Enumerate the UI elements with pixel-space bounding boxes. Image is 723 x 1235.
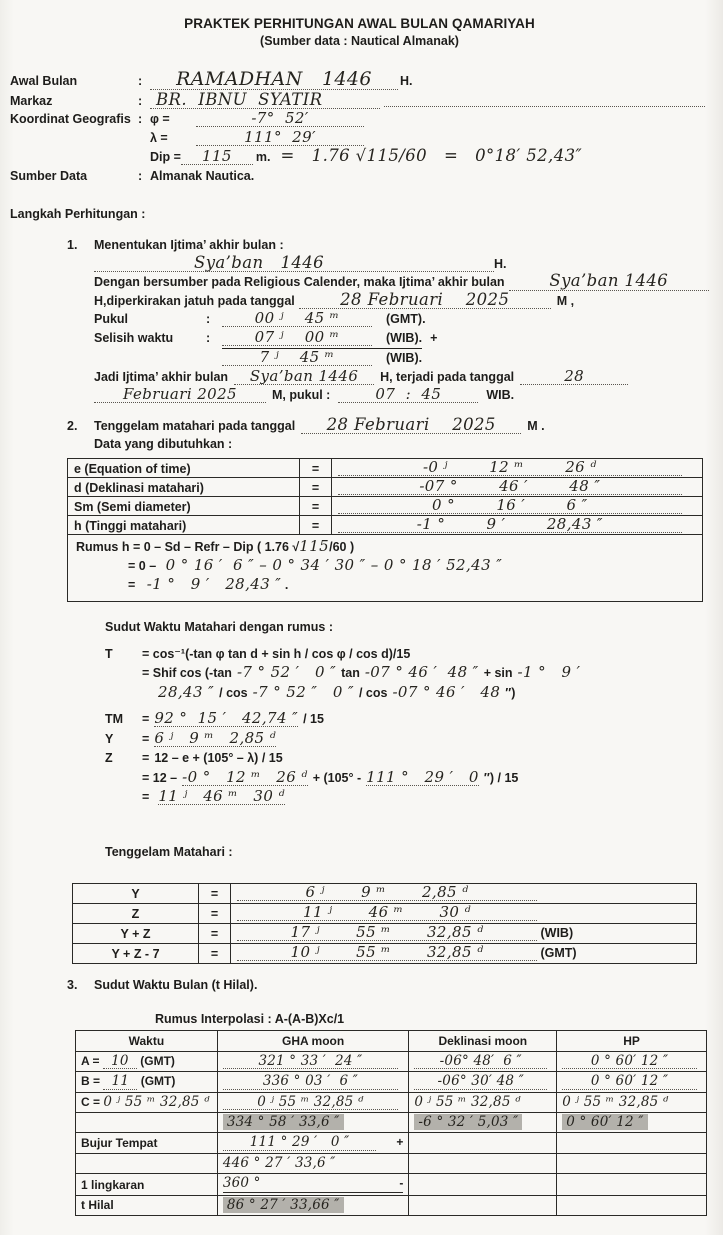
rumus-line2-value: 0 ° 16 ′ 6 ″ – 0 ° 34 ′ 30 ″ – 0 ° 18 ′ 52,43 ″ xyxy=(165,555,503,574)
colon: : xyxy=(138,112,143,126)
table-row xyxy=(68,515,703,534)
minus-sign: - xyxy=(399,1175,404,1190)
bulan-value: Sya’ban 1446 xyxy=(94,255,494,273)
row-t-hilal xyxy=(76,1195,707,1215)
gha-value: 336 ° 03 ′ 6 ″ xyxy=(223,1075,398,1090)
cell-value xyxy=(231,903,697,923)
col-header-waktu: Waktu xyxy=(76,1030,218,1051)
cell-eq: = xyxy=(300,477,332,496)
colon: : xyxy=(138,93,143,108)
step1-number: 1. xyxy=(67,238,78,252)
cell-eq: = xyxy=(300,496,332,515)
dip-calculation: = 1.76 √115/60 = 0°18′ 52,43″ xyxy=(280,146,583,165)
jadi-value4: 07 : 45 xyxy=(338,387,478,403)
cell-gha xyxy=(217,1153,409,1173)
step2-date-value: 28 Februari 2025 xyxy=(301,417,521,435)
cell-hp xyxy=(557,1051,707,1072)
col-header-gha: GHA moon xyxy=(217,1030,409,1051)
hp-value: 0 ° 60′ 12 ″ xyxy=(562,1075,697,1090)
jumlah-value: 7 ʲ 45 ᵐ xyxy=(222,350,372,366)
table-row xyxy=(73,943,697,963)
formula-line-2 xyxy=(128,557,694,576)
selisih-label: Selisih waktu xyxy=(94,330,174,345)
dip-unit: m. xyxy=(255,150,271,164)
step3-title: Sudut Waktu Bulan (t Hilal). xyxy=(94,977,258,992)
step1-line3 xyxy=(94,289,709,311)
handwritten-value: -0 ʲ 12 ᵐ 26 ᵈ xyxy=(338,460,682,476)
z2-print: = 12 – xyxy=(142,770,178,785)
cell-deklinasi xyxy=(409,1072,557,1093)
tm-line xyxy=(105,711,709,729)
data-needed-label: Data yang dibutuhkan : xyxy=(94,437,233,451)
table-row xyxy=(73,923,697,943)
step3-number: 3. xyxy=(67,977,78,992)
cell-value xyxy=(231,943,697,963)
handwritten-value: 0 ° 16 ′ 6 ″ xyxy=(338,498,682,514)
cell-eq: = xyxy=(199,903,231,923)
page-title: PRAKTEK PERHITUNGAN AWAL BULAN QAMARIYAH xyxy=(184,16,535,31)
line3-value: 28 Februari 2025 xyxy=(299,292,551,310)
jadi-value1: Sya’ban 1446 xyxy=(234,369,374,385)
field-koordinat xyxy=(10,111,709,129)
t-formula-line1 xyxy=(105,646,709,664)
gha-value: 321 ° 33 ′ 24 ″ xyxy=(223,1055,398,1070)
z-formula: 12 – e + (105° – λ) / 15 xyxy=(154,751,283,765)
handwritten-value: -07 ° 46 ′ 48 ″ xyxy=(338,479,682,495)
row-c xyxy=(76,1092,707,1113)
step1-selisih xyxy=(94,329,709,350)
t-formula-line3 xyxy=(105,682,709,703)
cell-hp xyxy=(557,1072,707,1093)
step-1 xyxy=(67,236,709,405)
interpolation-formula-title: Rumus Interpolasi : A-(A-B)Xc/1 xyxy=(155,1011,345,1026)
sunset-table xyxy=(72,883,697,964)
rumus-line3-print: = xyxy=(128,577,136,592)
lambda-value: 111° 29′ xyxy=(196,130,364,146)
t2-value1: -7 ° 52 ′ 0 ″ xyxy=(236,663,337,681)
deklinasi-value: -06° 48′ 6 ″ xyxy=(414,1055,547,1070)
cell-label: Bujur Tempat xyxy=(76,1133,218,1154)
cell-label: h (Tinggi matahari) xyxy=(68,515,300,534)
deklinasi-value: -06° 30′ 48 ″ xyxy=(414,1075,547,1090)
z2-print2: + (105° - xyxy=(312,770,362,785)
phi-symbol: φ = xyxy=(150,112,170,126)
empty-cell xyxy=(409,1195,557,1215)
lingkaran-value: 360 ° xyxy=(222,1174,261,1191)
handwritten-value: 10 ʲ 55 ᵐ 32,85 ᵈ xyxy=(237,945,537,961)
rumus-print2: /60 ) xyxy=(329,539,355,554)
sun-hour-angle-section xyxy=(105,620,709,807)
moon-interpolation-table xyxy=(75,1030,707,1216)
row-bujur-tempat xyxy=(76,1133,707,1154)
row-b-suffix: (GMT) xyxy=(140,1074,176,1088)
sumber-value: Almanak Nautica. xyxy=(150,168,255,183)
empty-cell xyxy=(409,1133,557,1154)
step1-title: Menentukan Ijtima’ akhir bulan : xyxy=(94,238,284,252)
field-dip xyxy=(10,148,709,167)
rumus-dip-value: 115 xyxy=(299,536,330,555)
identity-section xyxy=(10,70,709,185)
t2-print3: + sin xyxy=(483,666,513,680)
z2-value1: -0 ° 12 ᵐ 26 ᵈ xyxy=(182,767,308,786)
row-b-value: 11 xyxy=(103,1075,137,1090)
subtraction-underline xyxy=(223,1175,404,1193)
pukul-label: Pukul xyxy=(94,312,129,326)
y-eq: = xyxy=(142,731,150,746)
row-lingkaran xyxy=(76,1173,707,1195)
empty-cell xyxy=(557,1173,707,1195)
colon: : xyxy=(138,74,143,88)
cell-label: Y + Z - 7 xyxy=(73,943,199,963)
z3-print: = xyxy=(142,790,150,804)
step1-line2 xyxy=(94,273,709,292)
gha-value: 0 ʲ 55 ᵐ 32,85 ᵈ xyxy=(223,1096,398,1111)
cell-eq: = xyxy=(199,923,231,943)
row-a-pre: A = xyxy=(81,1053,100,1068)
handwritten-value: -1 ° 9 ′ 28,43 ″ xyxy=(338,517,682,533)
formula-line-3 xyxy=(128,576,694,595)
header-row xyxy=(76,1030,707,1051)
handwritten-value: 11 ʲ 46 ᵐ 30 ᵈ xyxy=(237,905,537,921)
t2-value2: -07 ° 46 ′ 48 ″ xyxy=(364,663,479,681)
cell-label: 1 lingkaran xyxy=(76,1173,218,1195)
sun-data-table xyxy=(67,458,703,602)
formula-cell xyxy=(68,534,703,601)
bulan-suffix: H. xyxy=(494,256,507,271)
row-interpolated-result xyxy=(76,1113,707,1133)
empty-cell xyxy=(557,1153,707,1173)
cell-label: Sm (Semi diameter) xyxy=(68,496,300,515)
row-a-suffix: (GMT) xyxy=(140,1053,175,1068)
cell-deklinasi xyxy=(409,1051,557,1072)
row-c-pre: C = xyxy=(81,1095,101,1109)
pukul-suffix: (GMT). xyxy=(386,312,426,326)
rumus-line3-value: -1 ° 9 ′ 28,43 ″ xyxy=(146,574,282,593)
step2-title-line xyxy=(67,414,709,436)
addition-underline xyxy=(222,329,422,350)
cell-waktu-empty xyxy=(76,1113,218,1133)
col-header-hp: HP xyxy=(557,1030,707,1051)
plus-sign: + xyxy=(396,1135,404,1149)
koordinat-label: Koordinat Geografis xyxy=(10,112,131,126)
hp-value: 0 ʲ 55 ᵐ 32,85 ᵈ xyxy=(562,1094,669,1110)
row-a xyxy=(76,1051,707,1072)
handwritten-value: 17 ʲ 55 ᵐ 32,85 ᵈ xyxy=(237,925,537,941)
sunset-heading: Tenggelam Matahari : xyxy=(105,844,233,859)
rumus-line3-print2: . xyxy=(284,577,289,592)
z-eq: = xyxy=(142,751,150,765)
z-line2 xyxy=(105,767,709,788)
t3-print2: / cos xyxy=(358,685,388,700)
bujur-value: 111 ° 29 ′ 0 ″ xyxy=(223,1136,376,1151)
colon: : xyxy=(206,330,211,345)
cell-label: Z xyxy=(73,903,199,923)
awal-bulan-value: RAMADHAN 1446 xyxy=(150,70,398,90)
empty-cell xyxy=(76,1153,218,1173)
cell-hp xyxy=(557,1113,707,1133)
cell-value xyxy=(332,458,703,477)
formula-line-1 xyxy=(76,538,694,557)
cell-eq: = xyxy=(300,515,332,534)
cell-gha xyxy=(217,1173,409,1195)
table-row xyxy=(68,496,703,515)
jadi-print2: H, terjadi pada tanggal xyxy=(380,369,515,384)
z-line3 xyxy=(105,789,709,807)
pukul-value: 00 ʲ 45 ᵐ xyxy=(222,311,372,327)
row-sum xyxy=(76,1153,707,1173)
table-row xyxy=(68,458,703,477)
z-label: Z xyxy=(105,751,113,765)
formula-row xyxy=(68,534,703,601)
cell-value xyxy=(231,883,697,903)
tm-suffix: / 15 xyxy=(303,712,324,726)
tm-eq: = xyxy=(142,712,150,726)
field-awal-bulan xyxy=(10,70,709,91)
line2-value: Sya’ban 1446 xyxy=(509,273,709,291)
cell-gha xyxy=(217,1195,409,1215)
markaz-label: Markaz xyxy=(10,93,53,108)
dip-value: 115 xyxy=(181,149,253,165)
awal-bulan-label: Awal Bulan xyxy=(10,74,78,88)
jadi-print1: Jadi Ijtima’ akhir bulan xyxy=(94,369,229,384)
cell-eq: = xyxy=(199,943,231,963)
step1-jadi-line2 xyxy=(94,386,709,405)
field-sumber-data xyxy=(10,168,709,186)
cell-gha xyxy=(217,1092,409,1113)
step1-pukul xyxy=(94,310,709,329)
step-3 xyxy=(67,978,709,992)
t3-print1: / cos xyxy=(219,685,248,700)
y-value: 6 ʲ 9 ᵐ 2,85 ᵈ xyxy=(154,728,277,747)
z-line1 xyxy=(105,750,709,768)
cell-value xyxy=(332,515,703,534)
field-markaz xyxy=(10,89,709,111)
rumus-print: Rumus h = 0 – Sd – Refr – Dip ( 1.76 √ xyxy=(76,539,300,554)
cell-value xyxy=(332,477,703,496)
cell-value xyxy=(332,496,703,515)
step2-number: 2. xyxy=(67,418,78,433)
page-subtitle: (Sumber data : Nautical Almanak) xyxy=(260,34,459,48)
cell-waktu xyxy=(76,1072,218,1093)
step1-title-line xyxy=(67,236,709,255)
t2-print: = Shif cos (-tan xyxy=(142,666,232,680)
line2-print: Dengan bersumber pada Religious Calender, maka Ijtima’ akhir bulan xyxy=(94,275,505,289)
row-c-value: 0 ʲ 55 ᵐ 32,85 ᵈ xyxy=(103,1094,210,1110)
jadi-value2: 28 xyxy=(520,369,628,385)
t-label: T xyxy=(105,646,113,661)
col-header-deklinasi: Deklinasi moon xyxy=(409,1030,557,1051)
t3-print3: ″) xyxy=(505,685,516,700)
cell-gha xyxy=(217,1113,409,1133)
cell-deklinasi xyxy=(409,1092,557,1113)
sum-value: 446 ° 27 ′ 33,6 ″ xyxy=(222,1154,336,1171)
awal-bulan-suffix: H. xyxy=(400,74,413,88)
cell-waktu xyxy=(76,1051,218,1072)
cell-label: e (Equation of time) xyxy=(68,458,300,477)
value-suffix: (GMT) xyxy=(540,945,577,960)
table-row xyxy=(68,477,703,496)
plus-sign: + xyxy=(430,330,438,345)
z3-value: 11 ʲ 46 ᵐ 30 ᵈ xyxy=(158,787,285,805)
markaz-value: BR. IBNU SYATIR xyxy=(150,92,380,110)
rumus-line2-print: = 0 – xyxy=(128,558,157,573)
t3-value3: -07 ° 46 ′ 48 xyxy=(392,682,501,701)
sumber-label: Sumber Data xyxy=(10,168,88,183)
line3-suffix: M , xyxy=(556,293,575,308)
jadi-print3: M, pukul : xyxy=(272,388,331,402)
table-row xyxy=(73,903,697,923)
jadi-suffix: WIB. xyxy=(486,388,515,402)
z2-print3: ″) / 15 xyxy=(483,770,519,785)
cell-label: Y xyxy=(73,883,199,903)
y-label: Y xyxy=(105,731,114,746)
deklinasi-value: 0 ʲ 55 ᵐ 32,85 ᵈ xyxy=(414,1094,521,1110)
dip-label: Dip = xyxy=(150,150,181,164)
field-lambda xyxy=(10,127,709,148)
cell-eq: = xyxy=(199,883,231,903)
tm-label: TM xyxy=(105,712,124,726)
empty-cell xyxy=(409,1153,557,1173)
phi-value: -7° 52′ xyxy=(196,111,364,127)
empty-cell xyxy=(557,1133,707,1154)
t3-value2: -7 ° 52 ″ 0 ″ xyxy=(252,682,354,701)
step2-title: Tenggelam matahari pada tanggal xyxy=(94,418,296,433)
cell-hp xyxy=(557,1092,707,1113)
jumlah-suffix: (WIB). xyxy=(386,351,423,365)
cell-gha xyxy=(217,1072,409,1093)
sudut-heading: Sudut Waktu Matahari dengan rumus : xyxy=(105,619,334,634)
cell-label: Y + Z xyxy=(73,923,199,943)
t2-value3: -1 ° 9 ′ xyxy=(517,663,581,681)
row-b xyxy=(76,1072,707,1093)
t-formula: = cos⁻¹(-tan φ tan d + sin h / cos φ / cos d)/15 xyxy=(142,646,411,661)
value-suffix: (WIB) xyxy=(540,925,574,940)
cell-label: t Hilal xyxy=(76,1195,218,1215)
colon: : xyxy=(138,168,143,183)
hp-result-highlighted: 0 ° 60′ 12 ″ xyxy=(562,1114,647,1130)
gha-result-highlighted: 334 ° 58 ′ 33,6 ″ xyxy=(223,1114,344,1130)
handwritten-value: 6 ʲ 9 ᵐ 2,85 ᵈ xyxy=(237,885,537,901)
deklinasi-result-highlighted: -6 ° 32 ′ 5,03 ″ xyxy=(414,1114,522,1130)
selisih-suffix: (WIB). xyxy=(386,330,423,345)
cell-gha xyxy=(217,1133,409,1154)
header-block xyxy=(10,16,709,48)
step1-jumlah xyxy=(94,349,709,368)
cell-eq: = xyxy=(300,458,332,477)
y-line xyxy=(105,728,709,749)
t-formula-line2 xyxy=(105,665,709,683)
jadi-value3: Februari 2025 xyxy=(94,387,266,403)
row-a-value: 10 xyxy=(103,1055,137,1070)
step-2 xyxy=(67,414,709,454)
step2-title-suffix: M . xyxy=(527,418,545,433)
lambda-symbol: λ = xyxy=(150,130,168,145)
tm-value: 92 ° 15 ′ 42,74 ″ xyxy=(154,709,299,727)
empty-cell xyxy=(557,1195,707,1215)
colon: : xyxy=(206,312,211,326)
cell-gha xyxy=(217,1051,409,1072)
cell-value xyxy=(231,923,697,943)
table-row xyxy=(73,883,697,903)
selisih-value: 07 ʲ 00 ᵐ xyxy=(222,330,372,346)
t2-print2: tan xyxy=(341,666,360,680)
hp-value: 0 ° 60′ 12 ″ xyxy=(562,1055,697,1070)
steps-title: Langkah Perhitungan : xyxy=(10,207,146,221)
step1-jadi-line1 xyxy=(94,368,709,387)
line3-print: H,diperkirakan jatuh pada tanggal xyxy=(94,293,295,308)
cell-label: d (Deklinasi matahari) xyxy=(68,477,300,496)
z2-value2: 111 ° 29 ′ 0 xyxy=(366,767,479,786)
t3-value1: 28,43 ″ xyxy=(158,682,215,701)
cell-deklinasi xyxy=(409,1113,557,1133)
row-b-pre: B = xyxy=(81,1074,101,1088)
empty-cell xyxy=(409,1173,557,1195)
t-hilal-result-highlighted: 86 ° 27 ′ 33,66 ″ xyxy=(223,1197,344,1213)
cell-waktu xyxy=(76,1092,218,1113)
dotted-leader xyxy=(384,106,705,107)
